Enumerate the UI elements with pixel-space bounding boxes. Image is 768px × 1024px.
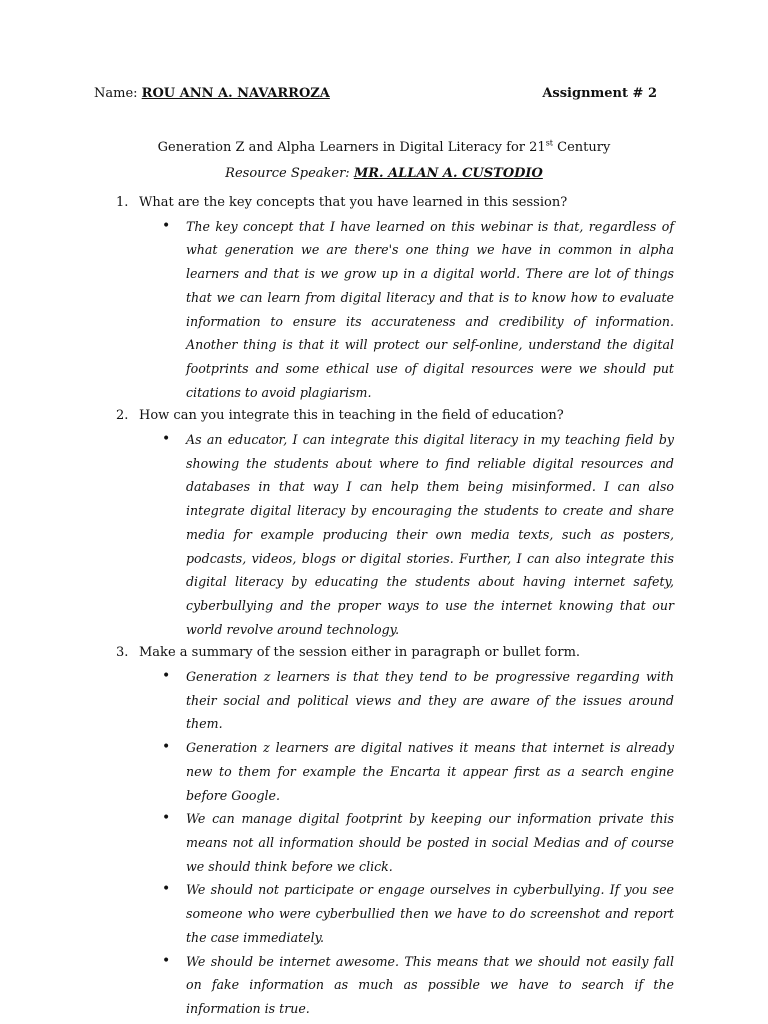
answer-list xyxy=(139,215,674,405)
answer-text: Generation z learners are digital natives it means that internet is already new to them for example the Encarta it appear first as a search engine before Google. xyxy=(186,740,674,803)
bullet-icon: • xyxy=(162,810,171,827)
question-number: 1. xyxy=(116,195,129,210)
assignment-number: Assignment # 2 xyxy=(542,86,657,101)
question-item xyxy=(94,191,674,404)
document-title xyxy=(0,140,768,155)
speaker-label: Resource Speaker: xyxy=(225,166,350,181)
bullet-icon: • xyxy=(162,739,171,756)
answer-item xyxy=(139,665,674,736)
speaker-name: MR. ALLAN A. CUSTODIO xyxy=(353,166,543,181)
answer-text: Generation z learners is that they tend to be progressive regarding with their social and political views and they are aware of the issues around them. xyxy=(186,669,674,732)
title-superscript: st xyxy=(545,138,554,148)
question-item xyxy=(94,641,674,1020)
bullet-icon: • xyxy=(162,431,171,448)
name-label: Name: xyxy=(94,86,138,101)
answer-text: As an educator, I can integrate this digital literacy in my teaching field by showing the students about where to find reliable digital resources and databases in that way I can help them being misinformed. I can also integrate digital literacy by encouraging the students to create and share media for example producing their own media texts, such as posters, podcasts, videos, blogs or digital stories. Further, I can also integrate this digital literacy by educating the students about having internet safety, cyberbullying and the proper ways to use the internet knowing that our world revolve around technology. xyxy=(186,432,674,637)
question-item xyxy=(94,404,674,641)
answer-text: We should be internet awesome. This means that we should not easily fall on fake information as much as possible we have to search if the information is true. xyxy=(186,953,674,1016)
bullet-icon: • xyxy=(162,952,171,969)
answer-text: We can manage digital footprint by keeping our information private this means not all information should be posted in social Medias and of course we should think before we click. xyxy=(186,811,674,874)
title-suffix: Century xyxy=(553,140,611,155)
question-text: How can you integrate this in teaching in the field of education? xyxy=(139,408,564,424)
answer-item xyxy=(139,878,674,949)
answer-item xyxy=(139,215,674,405)
header-line xyxy=(94,86,657,106)
resource-speaker xyxy=(0,166,768,181)
name-value: ROU ANN A. NAVARROZA xyxy=(141,86,330,101)
answer-item xyxy=(139,807,674,878)
question-number: 2. xyxy=(116,408,129,424)
bullet-icon: • xyxy=(162,217,171,234)
answer-item xyxy=(139,950,674,1021)
question-number: 3. xyxy=(116,645,129,661)
answer-text: The key concept that I have learned on this webinar is that, regardless of what generation we are there's one thing we have in common in alpha learners and that is we grow up in a digital world. There are lot of things that we can learn from digital literacy and that is to know how to evaluate information to ensure its accurateness and credibility of information. Another thing is that it will protect our self-online, understand the digital footprints and some ethical use of digital resources were we should put citations to avoid plagiarism. xyxy=(186,218,674,400)
bullet-icon: • xyxy=(162,881,171,898)
answer-item xyxy=(139,428,674,641)
question-text: What are the key concepts that you have learned in this session? xyxy=(139,195,568,210)
answer-list xyxy=(139,665,674,1021)
answer-list xyxy=(139,428,674,641)
question-text: Make a summary of the session either in paragraph or bullet form. xyxy=(139,645,581,661)
questions-list xyxy=(94,191,674,1021)
title-main: Generation Z and Alpha Learners in Digital Literacy for 21 xyxy=(157,140,546,155)
bullet-icon: • xyxy=(162,668,171,685)
answer-item xyxy=(139,736,674,807)
answer-text: We should not participate or engage ourselves in cyberbullying. If you see someone who were cyberbullied then we have to do screenshot and report the case immediately. xyxy=(186,882,674,945)
name-field xyxy=(94,86,330,101)
